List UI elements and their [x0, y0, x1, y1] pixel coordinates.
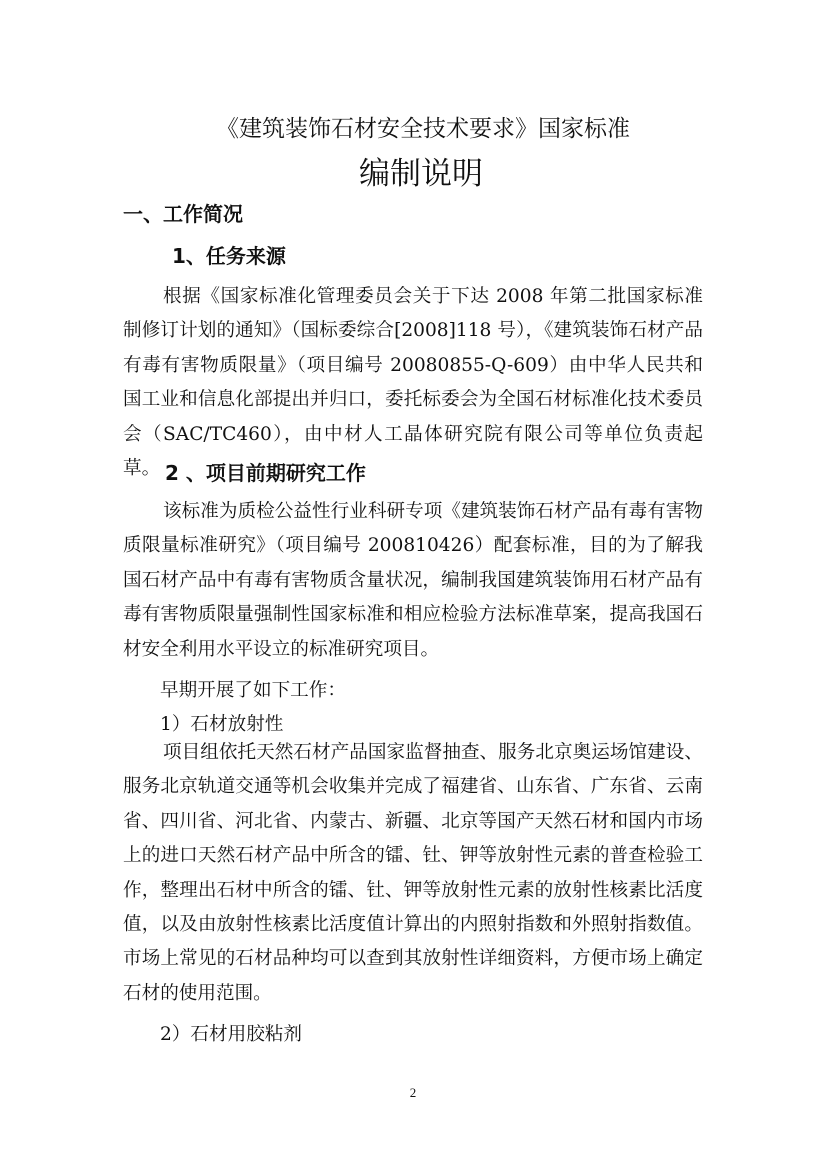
section-heading-work-overview: 一、工作简况	[123, 202, 243, 226]
paragraph-radioactivity: 项目组依托天然石材产品国家监督抽查、服务北京奥运场馆建设、服务北京轨道交通等机会收集并完成了福建省、山东省、广东省、云南省、四川省、河北省、内蒙古、新疆、北京等国产天然石材和国内市场上的进口天然石材产品中所含的镭、钍、钾等放射性元素的普查检验工作，整理出石材中所含的镭、钍、钾等放射性元素的放射性核素比活度值，以及由放射性核素比活度值计算出的内照射指数和外照射指数值。市场上常见的石材品种均可以查到其放射性详细资料，方便市场上确定石材的使用范围。	[123, 742, 703, 1004]
list-item-stone-adhesive: 2）石材用胶粘剂	[160, 1024, 302, 1045]
early-work-intro: 早期开展了如下工作：	[160, 680, 346, 701]
paragraph-task-source: 根据《国家标准化管理委员会关于下达 2008 年第二批国家标准制修订计划的通知》（国标委综合[2008]118 号），《建筑装饰石材产品有毒有害物质限量》（项目编号 20080855-Q-609）由中华人民共和国工业和信息化部提出并归口，委托标委会为全国石材标准化技术委员会（SAC/TC460），由中材人工晶体研究院有限公司等单位负责起草。	[123, 286, 703, 480]
list-item-stone-radioactivity: 1）石材放射性	[160, 714, 284, 735]
paragraph-research-project: 该标准为质检公益性行业科研专项《建筑装饰石材产品有毒有害物质限量标准研究》（项目编号 200810426）配套标准，目的为了解我国石材产品中有毒有害物质含量状况，编制我国建筑装饰用石材产品有毒有害物质限量强制性国家标准和相应检验方法标准草案，提高我国石材安全利用水平设立的标准研究项目。	[123, 501, 703, 660]
subsection-heading-preliminary-research: 2 、项目前期研究工作	[165, 461, 366, 485]
document-title: 《建筑装饰石材安全技术要求》国家标准	[216, 116, 630, 142]
document-subtitle: 编制说明	[359, 156, 483, 192]
subsection-heading-task-source: 1、任务来源	[172, 244, 286, 268]
page-number: 2	[409, 1085, 417, 1100]
